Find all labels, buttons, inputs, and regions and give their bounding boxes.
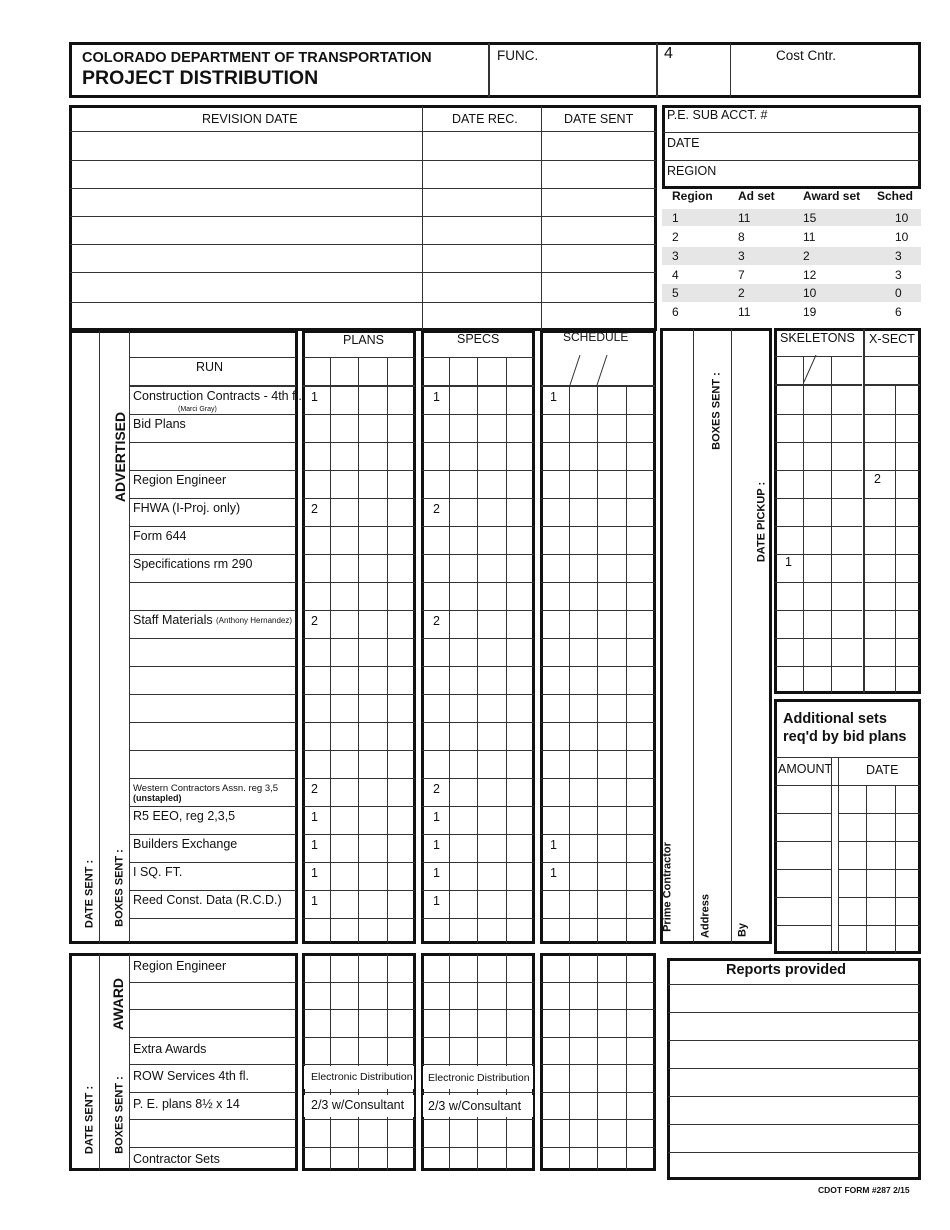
region-table-cell: 11 (803, 230, 816, 244)
run-label: RUN (196, 360, 224, 374)
additional-sets-title: Additional sets req'd by bid plans (783, 711, 907, 745)
skeleton-row-line (775, 442, 862, 443)
advertised-row-line (130, 778, 296, 779)
revision-date-cell[interactable] (71, 217, 421, 243)
date-sent-cell[interactable] (543, 217, 655, 243)
region-table-cell: 3 (738, 249, 745, 263)
region-table-cell: 3 (895, 249, 902, 263)
revision-date-header: REVISION DATE (202, 112, 298, 126)
form-number: CDOT FORM #287 2/15 (818, 1185, 910, 1195)
date-sent-header: DATE SENT (564, 112, 634, 126)
region-table-cell: 0 (895, 286, 902, 300)
advertised-row-line (130, 554, 296, 555)
distribution-row-label: Specifications rm 290 (133, 557, 253, 571)
pe-date-label: DATE (667, 136, 700, 150)
plans-column (302, 330, 416, 944)
construction-contact: (Marci Gray) (178, 406, 217, 413)
pickup-boxes-sent-label: BOXES SENT : (710, 372, 723, 450)
distribution-row-label: Reed Const. Data (R.C.D.) (133, 893, 282, 907)
pe-region-label: REGION (667, 164, 717, 178)
date-rec-header: DATE REC. (452, 112, 518, 126)
specs-value[interactable]: 1 (433, 838, 440, 852)
award-date-sent-label: DATE SENT : (83, 1085, 96, 1155)
plans-value[interactable]: 2 (311, 502, 318, 516)
skeleton-slash (774, 330, 834, 386)
schedule-header: SCHEDULE (563, 330, 629, 344)
award-plans-column (302, 953, 416, 1171)
pe-sub-acct-label: P.E. SUB ACCT. # (667, 108, 768, 122)
schedule-slashes (540, 330, 656, 390)
adv-boxes-sent-label: BOXES SENT : (113, 849, 126, 927)
region-table-cell: 3 (895, 268, 902, 282)
distribution-row-label: R5 EEO, reg 2,3,5 (133, 809, 236, 823)
report-row-line (668, 1124, 920, 1125)
specs-value[interactable]: 1 (433, 866, 440, 880)
advertised-row-line (130, 470, 296, 471)
xsect-value[interactable]: 2 (874, 472, 881, 486)
advertised-row-line (130, 442, 296, 443)
department-name: COLORADO DEPARTMENT OF TRANSPORTATION (82, 50, 432, 66)
reports-title: Reports provided (726, 962, 847, 978)
skeleton-row-line (775, 414, 862, 415)
report-row-line (668, 1040, 920, 1041)
consultant-specs: 2/3 w/Consultant (428, 1099, 522, 1113)
advertised-row-line (130, 526, 296, 527)
date-sent-cell[interactable] (543, 132, 655, 159)
skeleton-row-line (775, 610, 862, 611)
award-specs-column (421, 953, 535, 1171)
skeleton-row-line (775, 666, 862, 667)
date-rec-cell[interactable] (424, 189, 540, 215)
region-table-cell: 10 (895, 211, 909, 225)
advertised-row-line (130, 610, 296, 611)
plans-value[interactable]: 1 (311, 894, 318, 908)
date-sent-cell[interactable] (543, 273, 655, 301)
date-rec-cell[interactable] (424, 245, 540, 271)
page-title: PROJECT DISTRIBUTION (82, 67, 319, 89)
electronic-distribution-plans: Electronic Distribution (311, 1071, 413, 1083)
date-sent-cell[interactable] (543, 245, 655, 271)
region-table-cell: 2 (738, 286, 745, 300)
award-schedule-column (540, 953, 656, 1171)
plans-value[interactable]: 1 (311, 838, 318, 852)
skeleton-row-line (775, 470, 862, 471)
plans-value[interactable]: 2 (311, 782, 318, 796)
award-row-line (130, 982, 296, 983)
amount-row-line (775, 897, 831, 898)
distribution-row-label: Form 644 (133, 529, 187, 543)
date-sent-cell[interactable] (543, 303, 655, 329)
address-label: Address (699, 893, 712, 939)
skeleton-row-line (775, 638, 862, 639)
advertised-row-line (130, 806, 296, 807)
region-table-cell: 2 (803, 249, 810, 263)
region-table-cell: 10 (895, 230, 909, 244)
specs-value[interactable]: 1 (433, 894, 440, 908)
advertised-row-line (130, 862, 296, 863)
schedule-value[interactable]: 1 (550, 390, 557, 404)
region-table-cell: 1 (672, 211, 679, 225)
region-table-cell: 7 (738, 268, 745, 282)
specs-value[interactable]: 2 (433, 614, 440, 628)
revision-date-cell[interactable] (71, 189, 421, 215)
plans-value[interactable]: 2 (311, 614, 318, 628)
schedule-value[interactable]: 1 (550, 838, 557, 852)
region-table-cell: 3 (672, 249, 679, 263)
award-row-line (130, 1064, 296, 1065)
advertised-row-line (130, 638, 296, 639)
prime-contractor-label: Prime Contractor (661, 842, 674, 932)
region-table-cell: 2 (672, 230, 679, 244)
by-label: By (736, 922, 749, 938)
revision-date-cell[interactable] (71, 303, 421, 329)
plans-value[interactable]: 1 (311, 390, 318, 404)
western-contractors-note: (unstapled) (133, 793, 182, 803)
report-row-line (668, 1068, 920, 1069)
skeleton-value[interactable]: 1 (785, 555, 792, 569)
distribution-row-label: Bid Plans (133, 417, 186, 431)
advertised-row-line (130, 666, 296, 667)
adv-date-sent-label: DATE SENT : (83, 859, 96, 929)
date-rec-cell[interactable] (424, 132, 540, 159)
skeleton-row-line (775, 582, 862, 583)
award-row-label: ROW Services 4th fl. (133, 1069, 249, 1083)
advertised-row-line (130, 834, 296, 835)
func-label: FUNC. (497, 48, 539, 63)
region-table-cell: 11 (738, 305, 751, 319)
reports-box (667, 958, 921, 1180)
distribution-row-label: Builders Exchange (133, 837, 238, 851)
advertised-row-line (130, 582, 296, 583)
amount-row-line (775, 841, 831, 842)
distribution-row-label: I SQ. FT. (133, 865, 183, 879)
distribution-row-label: Region Engineer (133, 473, 227, 487)
awardset-col-header: Award set (803, 189, 861, 203)
specs-value[interactable]: 2 (433, 782, 440, 796)
western-contractors-label: Western Contractors Assn. reg 3,5 (133, 783, 279, 794)
report-row-line (668, 1012, 920, 1013)
date-rec-cell[interactable] (424, 273, 540, 301)
specs-value[interactable]: 2 (433, 502, 440, 516)
distribution-row-label: FHWA (I-Proj. only) (133, 501, 241, 515)
electronic-distribution-specs: Electronic Distribution (428, 1072, 530, 1084)
award-row-line (130, 1147, 296, 1148)
date-pickup-label: DATE PICKUP : (755, 481, 768, 563)
xsect-header: X-SECT (869, 332, 915, 346)
date-sent-cell[interactable] (543, 189, 655, 215)
award-section (69, 953, 298, 1171)
advertised-row-line (130, 918, 296, 919)
specs-header: SPECS (457, 332, 500, 346)
award-boxes-sent-label: BOXES SENT : (113, 1076, 126, 1154)
consultant-plans: 2/3 w/Consultant (311, 1098, 405, 1112)
amount-row-line (775, 925, 831, 926)
staff-materials-label: Staff Materials (133, 613, 213, 627)
advertised-row-line (130, 694, 296, 695)
date-rec-cell[interactable] (424, 161, 540, 187)
report-row-line (668, 1096, 920, 1097)
advertised-row-line (130, 890, 296, 891)
advertised-row-line (130, 750, 296, 751)
revision-date-cell[interactable] (71, 132, 421, 159)
skeletons-header: SKELETONS (780, 331, 855, 345)
additional-date-header: DATE (866, 763, 899, 777)
region-col-header: Region (672, 189, 713, 203)
amount-row-line (775, 869, 831, 870)
skeleton-row-line (775, 498, 862, 499)
revision-date-cell[interactable] (71, 161, 421, 187)
report-row-line (668, 984, 920, 985)
region-table-cell: 8 (738, 230, 745, 244)
award-row-label: P. E. plans 8½ x 14 (133, 1096, 240, 1111)
advertised-row-line (130, 722, 296, 723)
advertised-label: ADVERTISED (112, 411, 128, 503)
region-table-cell: 5 (672, 286, 679, 300)
func-number[interactable]: 4 (664, 45, 673, 62)
amount-row-line (775, 813, 831, 814)
sched-col-header: Sched (877, 189, 914, 203)
region-table-cell: 12 (803, 268, 817, 282)
award-row-line (130, 1037, 296, 1038)
schedule-value[interactable]: 1 (550, 866, 557, 880)
region-table-cell: 6 (672, 305, 679, 319)
award-row-label: Contractor Sets (133, 1151, 220, 1166)
amount-header: AMOUNT (778, 762, 833, 776)
region-table-cell: 11 (738, 211, 751, 225)
award-row-line (130, 1092, 296, 1093)
region-table-cell: 19 (803, 305, 817, 319)
date-rec-cell[interactable] (424, 303, 540, 329)
region-table-cell: 6 (895, 305, 902, 319)
construction-label: Construction Contracts - 4th fl. (133, 389, 302, 403)
award-row-line (130, 1009, 296, 1010)
date-rec-cell[interactable] (424, 217, 540, 243)
report-row-line (668, 1152, 920, 1153)
award-row-label: Region Engineer (133, 959, 227, 973)
region-table-cell: 4 (672, 268, 679, 282)
region-table-cell: 10 (803, 286, 817, 300)
plans-value[interactable]: 1 (311, 810, 318, 824)
adset-col-header: Ad set (738, 189, 775, 203)
revision-date-cell[interactable] (71, 273, 421, 301)
award-label: AWARD (110, 977, 126, 1031)
staff-materials-contact: (Anthony Hernandez) (216, 616, 293, 625)
specs-value[interactable]: 1 (433, 390, 440, 404)
skeleton-row-line (775, 526, 862, 527)
date-sent-cell[interactable] (543, 161, 655, 187)
advertised-row-line (130, 414, 296, 415)
award-row-label: Extra Awards (133, 1041, 207, 1056)
specs-value[interactable]: 1 (433, 810, 440, 824)
advertised-row-line (130, 498, 296, 499)
schedule-column (540, 330, 656, 944)
plans-value[interactable]: 1 (311, 866, 318, 880)
region-table-cell: 15 (803, 211, 817, 225)
plans-header: PLANS (343, 333, 384, 347)
award-row-line (130, 1119, 296, 1120)
revision-date-cell[interactable] (71, 245, 421, 271)
cost-center-label: Cost Cntr. (776, 48, 837, 63)
